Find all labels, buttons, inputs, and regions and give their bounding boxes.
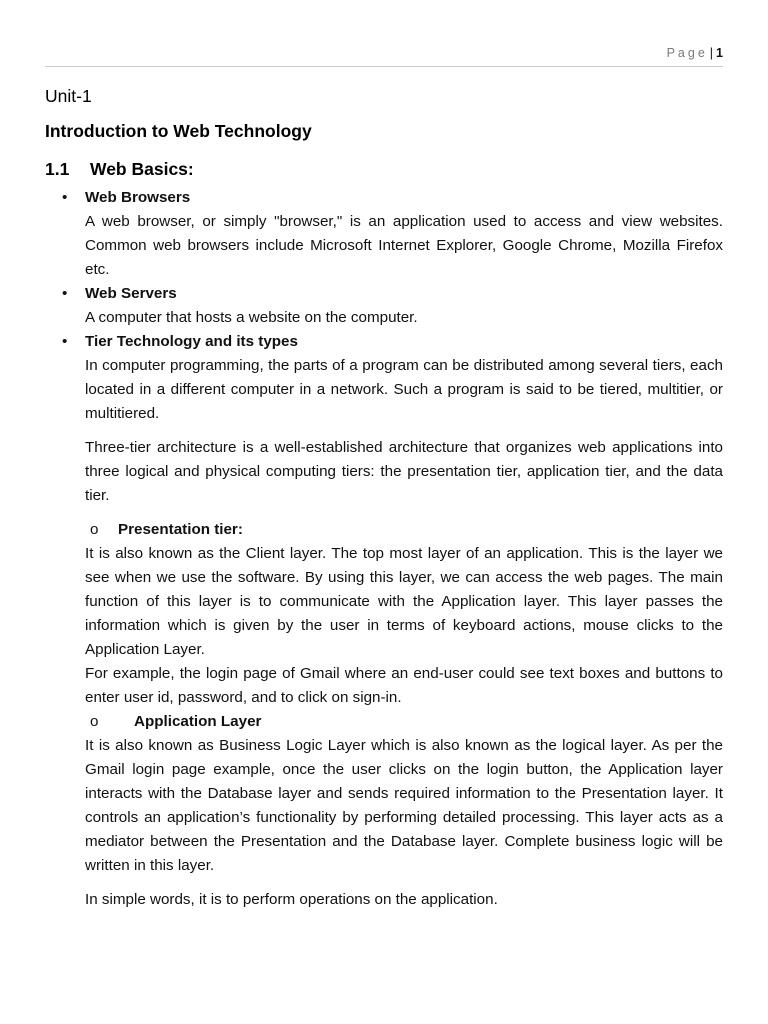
sub-item-example: For example, the login page of Gmail where an end-user could see text boxes and buttons to enter user id, password, and to click on sign-in. bbox=[85, 665, 723, 706]
bullet-text: A web browser, or simply "browser," is an application used to access and view websites. Common web browsers include Microsoft Internet Explorer, Google Chrome, Mozilla Firefox etc. bbox=[85, 213, 723, 278]
bullet-heading: Web Browsers bbox=[85, 189, 191, 206]
circle-bullet-icon: o bbox=[90, 521, 99, 538]
sub-item-summary: In simple words, it is to perform operations on the application. bbox=[85, 891, 498, 908]
bullet-text: A computer that hosts a website on the computer. bbox=[85, 309, 418, 326]
sub-item-heading: Application Layer bbox=[134, 713, 262, 730]
bullet-web-browsers bbox=[45, 186, 723, 210]
sub-item-text: It is also known as Business Logic Layer which is also known as the logical layer. As per the Gmail login page example, once the user clicks on the login button, the Application layer interacts with the Database layer and sends required information to the Presentation layer. It controls an application’s functionality by performing detailed processing. This layer acts as a mediator between the Presentation and the Database layer. Complete business logic will be written in this layer. bbox=[85, 737, 723, 874]
bullet-text: In computer programming, the parts of a program can be distributed among several tiers, each located in a different computer in a network. Such a program is said to be tiered, multitier, or multitiered. bbox=[85, 357, 723, 422]
unit-label: Unit-1 bbox=[45, 86, 92, 106]
page-separator: | bbox=[709, 46, 714, 60]
three-tier-paragraph: Three-tier architecture is a well-established architecture that organizes web applications into three logical and physical computing tiers: the presentation tier, application tier, and the data tier. bbox=[85, 439, 723, 504]
bullet-heading: Tier Technology and its types bbox=[85, 333, 298, 350]
circle-bullet-icon: o bbox=[90, 713, 99, 730]
bullet-web-servers bbox=[45, 282, 723, 306]
section-heading bbox=[45, 159, 194, 180]
page-title: Introduction to Web Technology bbox=[45, 121, 312, 141]
page-header bbox=[45, 46, 723, 67]
section-title: Web Basics: bbox=[90, 159, 194, 179]
sub-item-heading: Presentation tier: bbox=[118, 521, 243, 538]
bullet-icon: • bbox=[62, 285, 68, 302]
section-number: 1.1 bbox=[45, 159, 70, 179]
page-number: 1 bbox=[716, 46, 723, 60]
bullet-icon: • bbox=[62, 189, 68, 206]
bullet-tier-technology bbox=[45, 330, 723, 354]
section-body bbox=[45, 186, 723, 912]
sub-item-presentation-tier bbox=[45, 518, 723, 542]
bullet-heading: Web Servers bbox=[85, 285, 177, 302]
bullet-icon: • bbox=[62, 333, 68, 350]
sub-item-text: It is also known as the Client layer. The top most layer of an application. This is the layer we see when we use the software. By using this layer, we can access the web pages. The main function of this layer is to communicate with the Application layer. This layer passes the information which is given by the user in terms of keyboard actions, mouse clicks to the Application Layer. bbox=[85, 545, 723, 658]
page-word: Page bbox=[666, 46, 708, 60]
sub-item-application-layer bbox=[45, 710, 723, 734]
